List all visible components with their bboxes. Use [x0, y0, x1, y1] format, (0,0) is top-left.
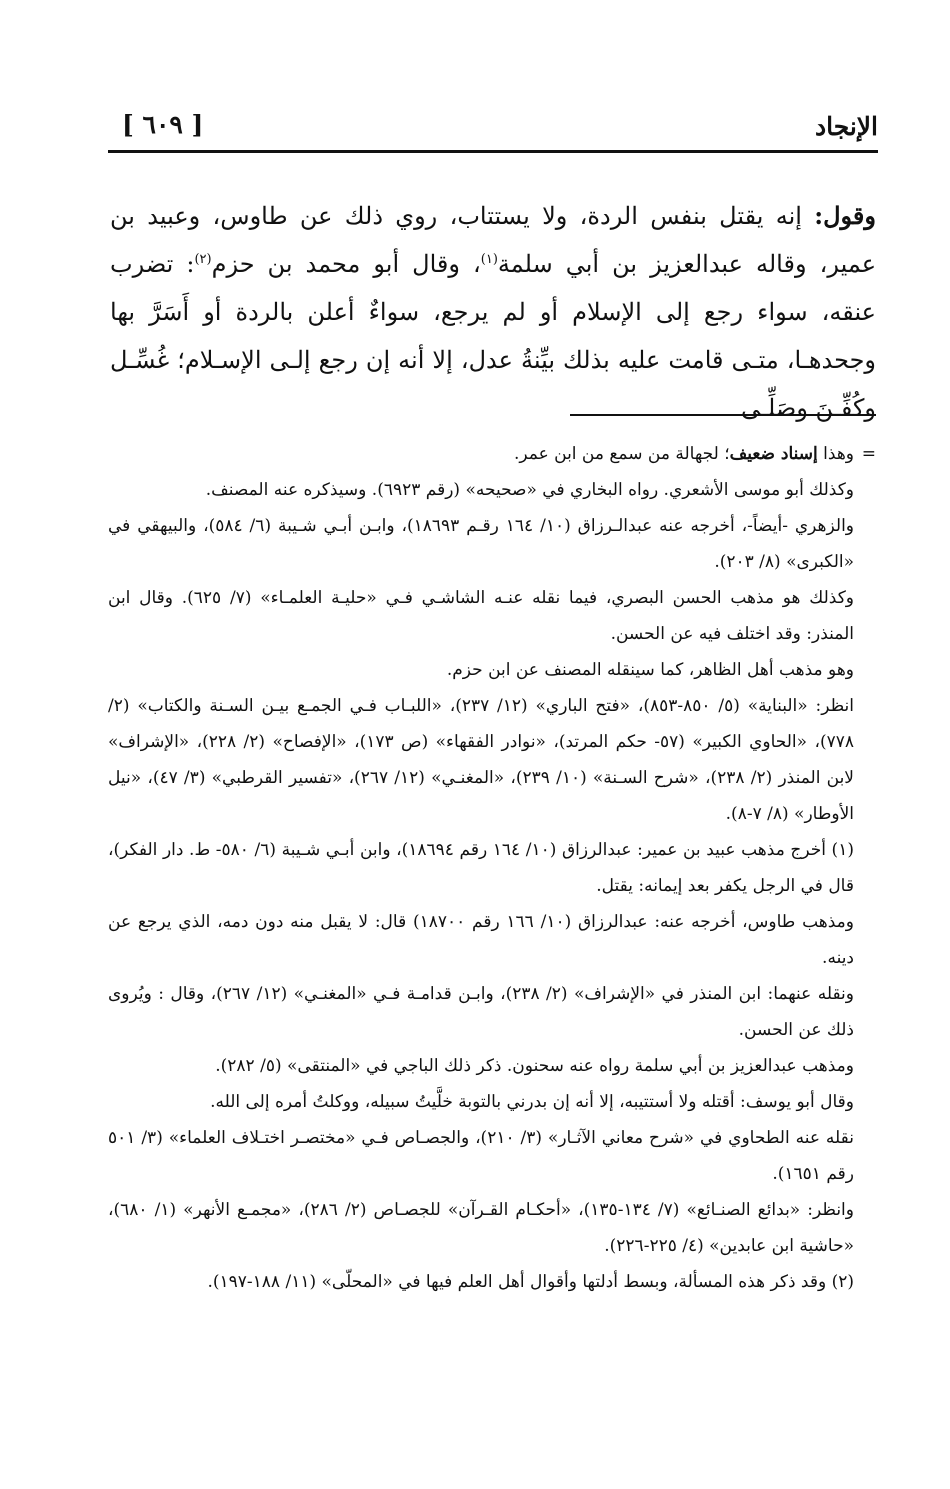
footnote-paragraph	[108, 436, 876, 472]
footnote-paragraph: والزهري -أيضاً-، أخرجه عنه عبدالـرزاق (١٠/ ١٦٤ رقـم ١٨٦٩٣)، وابـن أبـي شـيبة (٦/ ٥٨٤)، والبيهقي في «الكبرى» (٨/ ٢٠٣).	[108, 516, 855, 572]
footnote-2: (٢) وقد ذكر هذه المسألة، وبسط أدلتها وأقوال أهل العلم فيها في «المحلّى» (١١/ ١٨٨-١٩٧).	[207, 1272, 854, 1292]
footnote-separator	[570, 414, 876, 416]
footnotes	[108, 436, 876, 1300]
footnote-bold-text: إسناد ضعيف	[729, 444, 818, 464]
main-paragraph	[110, 192, 876, 432]
footnote-paragraph: وانظر: «بدائع الصنـائع» (٧/ ١٣٤-١٣٥)، «أحكـام القـرآن» للجصـاص (٢/ ٢٨٦)، «مجمـع الأنهر» (١/ ٦٨٠)، «حاشية ابن عابدين» (٤/ ٢٢٥-٢٢٦).	[108, 1200, 854, 1256]
footnote-paragraph: ونقله عنهما: ابن المنذر في «الإشراف» (٢/ ٢٣٨)، وابـن قدامـة فـي «المغنـي» (١٢/ ٢٦٧)، وقال : ويُروى ذلك عن الحسن.	[108, 984, 854, 1040]
footnote-text: ؛ لجهالة من سمع من ابن عمر.	[513, 444, 730, 464]
page-header	[108, 104, 878, 148]
footnote-ref-1: (١)	[480, 252, 498, 267]
footnote-paragraph: انظر: «البناية» (٥/ ٨٥٠-٨٥٣)، «فتح الباري» (١٢/ ٢٣٧)، «اللبـاب فـي الجمـع بيـن السـنة والكتاب» (٢/ ٧٧٨)، «الحاوي الكبير» (٥٧- حكم المرتد)، «نوادر الفقهاء» (ص ١٧٣)، «الإفصاح» (٢/ ٢٢٨)، «الإشراف» لابن المنذر (٢/ ٢٣٨)، «شرح السـنة» (١٠/ ٢٣٩)، «المغنـي» (١٢/ ٢٦٧)، «تفسير القرطبي» (٣/ ٤٧)، «نيل الأوطار» (٨/ ٧-٨).	[108, 696, 855, 824]
running-title: الإنجاد	[814, 112, 878, 141]
main-text-part-1: إنه يقتل بنفس الردة، ولا يستتاب، روي ذلك عن طاوس، وعبيد بن عمير، وقاله عبدالعزيز بن أبي سلمة	[110, 202, 877, 278]
footnote-1: (١) أخرج مذهب عبيد بن عمير: عبدالرزاق (١٠/ ١٦٤ رقم ١٨٦٩٤)، وابن أبـي شـيبة (٦/ ٥٨٠- ط. دار الفكر)، قال في الرجل يكفر بعد إيمانه: يقتل.	[108, 840, 854, 896]
footnote-ref-2: (٢)	[194, 252, 212, 267]
header-rule	[108, 150, 878, 153]
continuation-mark: =	[861, 444, 876, 464]
footnote-paragraph: نقله عنه الطحاوي في «شرح معاني الآثـار» (٣/ ٢١٠)، والجصـاص فـي «مختصـر اختـلاف العلماء» (٣/ ٥٠١ رقم ١٦٥١).	[108, 1128, 854, 1184]
footnote-paragraph: وقال أبو يوسف: أقتله ولا أستتيبه، إلا أنه إن بدرني بالتوبة خلَّيتُ سبيله، ووكلتُ أمره إلى الله.	[210, 1092, 854, 1112]
footnote-paragraph: وكذلك هو مذهب الحسن البصري، فيما نقله عنـه الشاشـي فـي «حليـة العلمـاء» (٧/ ٦٢٥). وقال ابن المنذر: وقد اختلف فيه عن الحسن.	[108, 588, 855, 644]
footnote-paragraph: وهو مذهب أهل الظاهر، كما سينقله المصنف عن ابن حزم.	[446, 660, 854, 680]
lead-word: وقول:	[814, 201, 876, 230]
footnote-paragraph: ومذهب عبدالعزيز بن أبي سلمة رواه عنه سحنون. ذكر ذلك الباجي في «المنتقى» (٥/ ٢٨٢).	[215, 1056, 854, 1076]
page-number: [ ٦٠٩ ]	[122, 110, 204, 139]
main-text-part-3: : تضرب عنقه، سواء رجع إلى الإسلام أو لم يرجع، سواءٌ أعلن بالردة أو أَسَرَّ بها وجحدهـا، متـى قامت عليه بذلك بيِّنةُ عدل، إلا أنه إن رجع إلـى الإسـلام؛ غُسِّـل وكُفِّـنَ وصَلِّـى	[110, 250, 877, 422]
footnote-text: وهذا	[817, 444, 854, 464]
footnote-paragraph: ومذهب طاوس، أخرجه عنه: عبدالرزاق (١٠/ ١٦٦ رقم ١٨٧٠٠) قال: لا يقبل منه دون دمه، الذي يرجع عن دينه.	[108, 912, 854, 968]
footnote-paragraph: وكذلك أبو موسى الأشعري. رواه البخاري في «صحيحه» (رقم ٦٩٢٣). وسيذكره عنه المصنف.	[205, 480, 854, 500]
main-text-part-2: ، وقال أبو محمد بن حزم	[211, 250, 481, 278]
main-text	[110, 192, 876, 432]
